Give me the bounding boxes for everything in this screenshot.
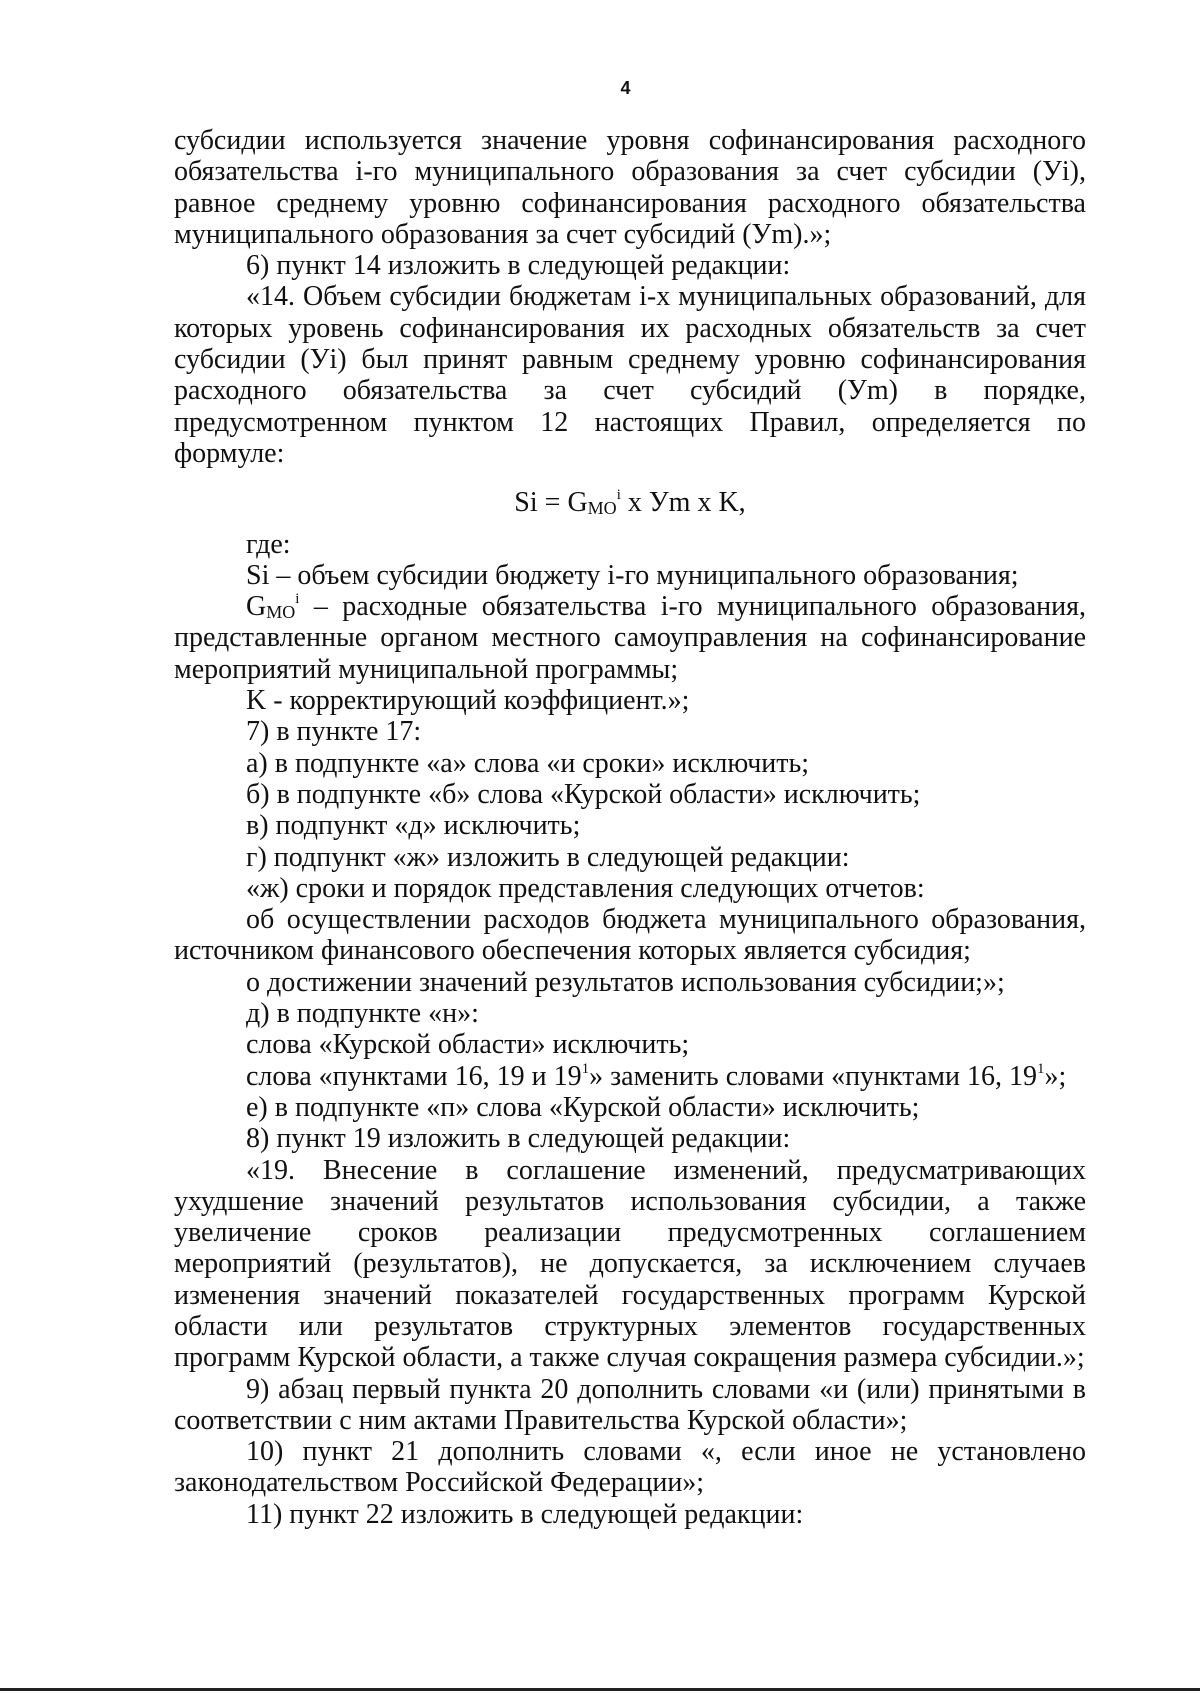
paragraph: Si – объем субсидии бюджету i-го муниципального образования; [246,559,1019,591]
replace-part3: »; [1044,1060,1067,1092]
formula-superscript: i [616,487,621,504]
paragraph: об осуществлении расходов бюджета муниципального образования, источником финансового обеспечения которых является субсидия; [174,904,1086,967]
paragraph: д) в подпункте «н»: [246,998,479,1030]
gmo-subscript: МО [266,602,296,623]
replace-part1: слова «пунктами 16, 19 и 19 [246,1060,582,1092]
formula-right: х Уm х K, [620,487,746,519]
page-number: 4 [620,78,631,98]
gmo-definition [174,591,1086,685]
paragraph: г) подпункт «ж» изложить в следующей редакции: [246,841,850,873]
gmo-text: – расходные обязательства i-го муниципального образования, представленные органом местного самоуправления на софинансирование мероприятий муниципальной программы; [174,591,1086,685]
replace-sup2: 1 [1036,1060,1045,1077]
formula-subscript: МО [587,498,617,519]
formula [174,487,1086,518]
paragraph: 10) пункт 21 дополнить словами «, если иное не установлено законодательством Российской Федерации»; [174,1436,1086,1499]
paragraph: 9) абзац первый пункта 20 дополнить словами «и (или) принятыми в соответствии с ним актами Правительства Курской области»; [174,1373,1086,1436]
replace-line [174,1061,1086,1092]
paragraph: 6) пункт 14 изложить в следующей редакции: [246,250,791,282]
formula-left: Si = G [514,487,588,519]
replace-part2: » заменить словами «пунктами 16, 19 [589,1060,1037,1092]
paragraph: слова «Курской области» исключить; [246,1029,690,1061]
scan-bottom-edge [0,1688,1200,1691]
paragraph: а) в подпункте «а» слова «и сроки» исключить; [246,747,810,779]
paragraph: о достижении значений результатов использования субсидии;»; [246,966,1005,998]
paragraph: «ж) сроки и порядок представления следующих отчетов: [246,872,925,904]
paragraph: «14. Объем субсидии бюджетам i-х муниципальных образований, для которых уровень софинансирования их расходных обязательств за счет субсидии (Уi) был принят равным среднему уровню софинансирования расходного обязательства за счет субсидий (Уm) в порядке, предусмотренном пунктом 12 настоящих Правил, определяется по формуле: [174,281,1086,469]
paragraph: в) подпункт «д» исключить; [246,810,581,842]
paragraph: где: [246,528,291,560]
document-body [174,125,1086,1530]
paragraph: «19. Внесение в соглашение изменений, предусматривающих ухудшение значений результатов использования субсидии, а также увеличение сроков реализации предусмотренных соглашением мероприятий (результатов), не допускается, за исключением случаев изменения значений показателей государственных программ Курской области или результатов структурных элементов государственных программ Курской области, а также случая сокращения размера субсидии.»; [174,1154,1086,1374]
paragraph: 7) в пункте 17: [246,716,422,748]
paragraph: б) в подпункте «б» слова «Курской области» исключить; [246,778,921,810]
paragraph: субсидии используется значение уровня софинансирования расходного обязательства i-го муниципального образования за счет субсидии (Уi), равное среднему уровню софинансирования расходного обязательства муниципального образования за счет субсидий (Уm).»; [174,125,1086,250]
paragraph: 11) пункт 22 изложить в следующей редакции: [246,1498,804,1530]
paragraph: K - корректирующий коэффициент.»; [246,685,690,717]
gmo-symbol: G [246,591,267,623]
gmo-superscript: i [295,591,300,608]
replace-sup1: 1 [581,1060,590,1077]
paragraph: 8) пункт 19 изложить в следующей редакции: [246,1123,791,1155]
paragraph: е) в подпункте «п» слова «Курской области» исключить; [246,1091,920,1123]
